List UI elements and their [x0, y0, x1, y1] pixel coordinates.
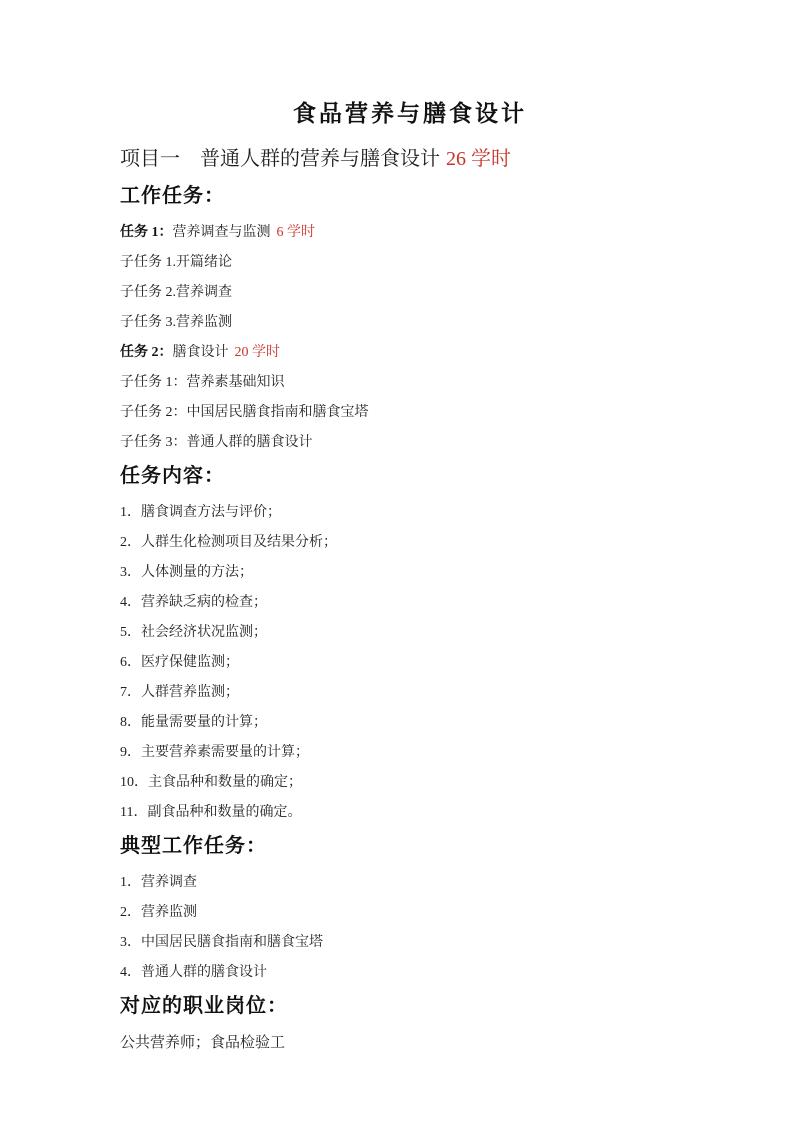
content-item: 9．主要营养素需要量的计算； — [120, 745, 309, 760]
task-1-text: 营养调查与监测 — [172, 225, 271, 240]
content-item: 4．营养缺乏病的检查； — [120, 595, 267, 610]
subtask-line: 子任务 2：中国居民膳食指南和膳食宝塔 — [120, 405, 369, 420]
project-title: 项目一 普通人群的营养与膳食设计 — [120, 148, 440, 170]
content-item: 1．膳食调查方法与评价； — [120, 505, 281, 520]
content-item: 8．能量需要量的计算； — [120, 715, 267, 730]
content-item: 7．人群营养监测； — [120, 685, 239, 700]
typical-item: 3．中国居民膳食指南和膳食宝塔 — [120, 935, 323, 950]
typical-item: 1．营养调查 — [120, 875, 197, 890]
project-line — [120, 148, 700, 170]
task-1-label: 任务 1： — [120, 225, 173, 240]
task-2-text: 膳食设计 — [172, 345, 229, 360]
job-positions-text: 公共营养师；食品检验工 — [120, 1035, 286, 1051]
task-2-line — [120, 345, 700, 360]
task-2-label: 任务 2： — [120, 345, 173, 360]
task-1-hours: 6 学时 — [276, 225, 315, 240]
subtask-line: 子任务 3.营养监测 — [120, 315, 232, 330]
content-item: 3．人体测量的方法； — [120, 565, 253, 580]
content-item: 11．副食品种和数量的确定。 — [120, 805, 302, 820]
typical-item: 2．营养监测 — [120, 905, 197, 920]
subtask-line: 子任务 1：营养素基础知识 — [120, 375, 285, 390]
subtask-line: 子任务 3：普通人群的膳食设计 — [120, 435, 313, 450]
content-item: 5．社会经济状况监测； — [120, 625, 267, 640]
content-item: 10．主食品种和数量的确定； — [120, 775, 302, 790]
section-heading-task-content: 任务内容： — [120, 465, 225, 487]
section-heading-work-tasks: 工作任务： — [120, 185, 225, 207]
subtask-line: 子任务 2.营养调查 — [120, 285, 232, 300]
content-item: 2．人群生化检测项目及结果分析； — [120, 535, 337, 550]
subtask-line: 子任务 1.开篇绪论 — [120, 255, 232, 270]
page-title: 食品营养与膳食设计 — [293, 100, 527, 126]
section-heading-job-positions: 对应的职业岗位： — [120, 995, 288, 1017]
task-2-hours: 20 学时 — [234, 345, 280, 360]
content-item: 6．医疗保健监测； — [120, 655, 239, 670]
task-1-line — [120, 225, 700, 240]
section-heading-typical-tasks: 典型工作任务： — [120, 835, 267, 857]
project-hours: 26 学时 — [446, 148, 511, 170]
typical-item: 4．普通人群的膳食设计 — [120, 965, 267, 980]
